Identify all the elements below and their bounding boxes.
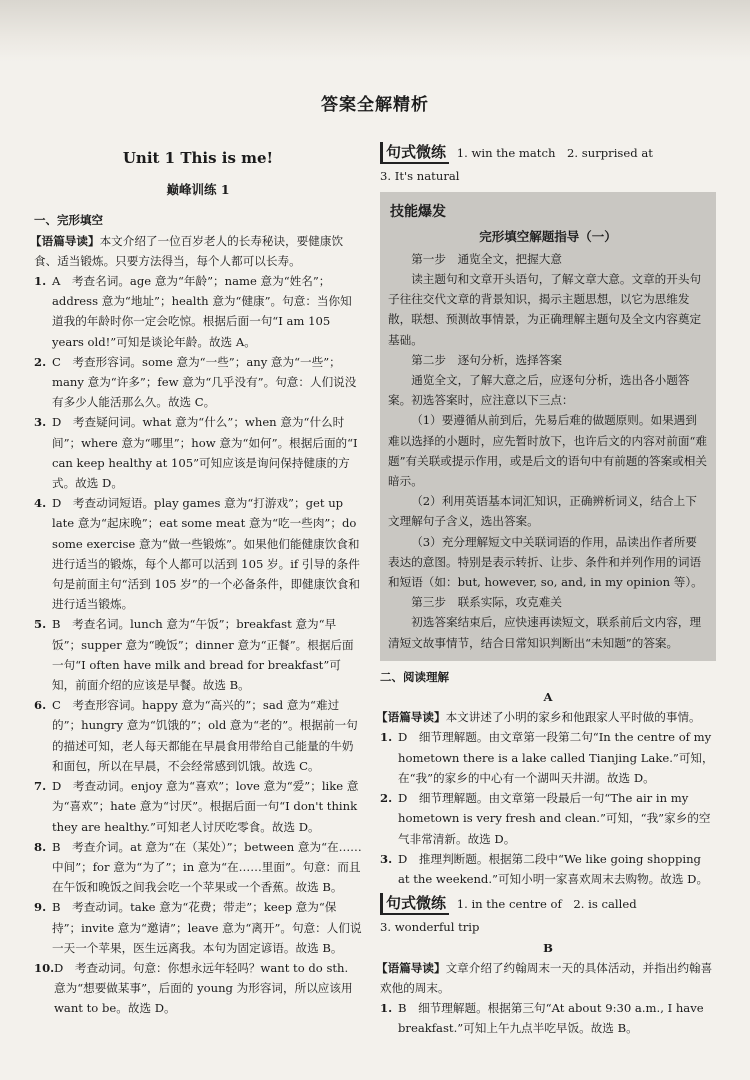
answer-item — [380, 998, 716, 1038]
answer-text: D 细节理解题。由文章第一段第二句“In the centre of my hometown there is a lake called Tianjing Lake.”可知，在“我”的家乡的中心有一个湖叫天井湖。故选 D。 — [398, 730, 714, 785]
answer-number: 5. — [34, 617, 47, 632]
drill-answers: 1. in the centre of 2. is called — [456, 897, 637, 912]
answer-item — [34, 695, 362, 776]
answer-text: D 考查动词短语。play games 意为“打游戏”；get up late 意为“起床晚”；eat some meat 意为“吃一些肉”；do some exercise 意为“做一些锻炼”。如果他们能健康饮食和进行适当的锻炼，每个人都可以活到 105 岁。if 引导的条件句是前面主句“活到 105 岁”的一个必备条件，即健康饮食和进行适当锻炼。 — [52, 496, 361, 612]
answer-number: 1. — [380, 730, 393, 745]
step-heading: 第三步 联系实际，攻克难关 — [411, 595, 562, 610]
guide-label: 【语篇导读】 — [30, 233, 100, 248]
skill-paragraph: （3）充分理解短文中关联词语的作用，品读出作者所要表达的意图。特别是表示转折、让步、条件和并列作用的词语和短语（如：but, however, so, and, in my opinion 等）。 — [388, 534, 703, 590]
page-title: 答案全解精析 — [321, 95, 429, 115]
skill-box — [380, 192, 716, 660]
guide-text: 文章介绍了约翰周末一天的具体活动，并指出约翰喜欢他的周末。 — [380, 960, 713, 995]
answer-number: 10. — [34, 960, 55, 975]
answer-item — [34, 897, 362, 958]
answer-text: B 考查名词。lunch 意为“午饭”；breakfast 意为“早饭”；supper 意为“晚饭”；dinner 意为“正餐”。根据后面一句“I often have milk and bread for breakfast”可知，前面介绍的应该是早餐。故选 B。 — [52, 617, 354, 693]
answer-item — [34, 614, 362, 695]
drill-badge: 句式微练 — [380, 893, 449, 915]
answer-item — [34, 776, 362, 837]
answer-item — [34, 837, 362, 898]
answer-item — [34, 958, 362, 1019]
reading-guide-b — [376, 958, 716, 998]
skill-paragraph: （1）要遵循从前到后，先易后难的做题原则。如果遇到难以选择的小题时，应先暂时放下，也许后文的内容对前面“难题”有关联或提示作用，或是后文的语句中有前题的答案或相关暗示。 — [388, 413, 707, 489]
skill-paragraph: （2）利用英语基本词汇知识，正确辨析词义，结合上下文理解句子含义，选出答案。 — [388, 494, 697, 529]
skill-paragraph: 通览全文，了解大意之后，应逐句分析，选出各小题答案。初选答案时，应注意以下三点： — [388, 373, 690, 408]
answer-text: A 考查名词。age 意为“年龄”；name 意为“姓名”；address 意为“地址”；health 意为“健康”。句意：当你知道我的年龄时你一定会吃惊。根据后面一句“I am 105 years old!”可知是谈论年龄。故选 A。 — [52, 274, 352, 349]
answer-text: D 考查动词。句意：你想永远年轻吗？want to do sth. 意为“想要做某事”，后面的 young 为形容词，所以应该用 want to be。故选 D。 — [54, 960, 353, 1016]
guide-text: 本文介绍了一位百岁老人的长寿秘诀，要健康饮食、适当锻炼。只要方法得当，每个人都可以长寿。 — [34, 233, 344, 268]
answer-number: 6. — [34, 698, 47, 713]
guide-text: 本文讲述了小明的家乡和他跟家人平时做的事情。 — [445, 710, 701, 725]
answer-number: 2. — [34, 354, 47, 369]
guide-label: 【语篇导读】 — [376, 710, 446, 725]
answer-number: 7. — [34, 779, 47, 794]
skill-paragraph: 读主题句和文章开头语句，了解文章大意。文章的开头句子往往交代文章的背景知识，揭示主题思想，以它为思维发散，联想、预测故事情景，为正确理解主题句及全文内容奠定基础。 — [388, 272, 702, 347]
answer-item — [34, 271, 362, 352]
answer-item — [34, 352, 362, 413]
answer-item — [380, 788, 716, 849]
passage-a-label: A — [543, 690, 553, 705]
answer-number: 4. — [34, 496, 47, 511]
page-header-strip — [0, 0, 750, 62]
answer-text: B 考查动词。take 意为“花费；带走”；keep 意为“保持”；invite 意为“邀请”；leave 意为“离开”。句意：人们说一天一个苹果，医生远离我。本句为固定谚语。故选 B。 — [52, 900, 362, 955]
drill-answers-cont: 3. wonderful trip — [380, 920, 480, 935]
answer-number: 2. — [380, 791, 393, 806]
answer-number: 1. — [34, 274, 47, 289]
guide-label: 【语篇导读】 — [376, 960, 446, 975]
answer-item — [380, 727, 716, 788]
answer-text: D 细节理解题。由文章第一段最后一句“The air in my hometown is very fresh and clean.”可知，“我”家乡的空气非常清新。故选 D。 — [398, 791, 711, 846]
section-reading-heading: 二、阅读理解 — [380, 669, 449, 684]
reading-guide — [30, 231, 362, 271]
reading-guide-a — [376, 707, 716, 727]
answer-text: B 考查介词。at 意为“在（某处）”；between 意为“在……中间”；for 意为“为了”；in 意为“在……里面”。句意：而且在午饭和晚饭之间我会吃一个苹果或一个香蕉。故选 B。 — [52, 839, 362, 895]
answer-number: 1. — [380, 1001, 393, 1016]
answer-item — [380, 849, 716, 889]
passage-b-label: B — [543, 940, 553, 955]
answer-text: B 细节理解题。根据第三句“At about 9:30 a.m., I have breakfast.”可知上午九点半吃早饭。故选 B。 — [398, 1001, 704, 1036]
skill-paragraph: 初选答案结束后，应快速再读短文，联系前后文内容，理清短文故事情节，结合日常知识判断出“未知题”的答案。 — [388, 615, 702, 650]
answer-number: 8. — [34, 839, 47, 854]
drill-badge: 句式微练 — [380, 142, 449, 164]
unit-title: Unit 1 This is me! — [122, 149, 274, 167]
sentence-drill — [380, 142, 716, 164]
answer-number: 3. — [380, 851, 393, 866]
skill-box-title: 完形填空解题指导（一） — [479, 228, 617, 244]
answer-number: 9. — [34, 900, 47, 915]
step-heading: 第二步 逐句分析，选择答案 — [411, 352, 562, 367]
right-column — [376, 138, 716, 1039]
sentence-drill — [380, 893, 716, 915]
step-heading: 第一步 通览全文，把握大意 — [411, 251, 562, 266]
answer-item — [34, 493, 362, 614]
answer-text: D 考查疑问词。what 意为“什么”；when 意为“什么时间”；where 意为“哪里”；how 意为“如何”。根据后面的“I can keep healthy at 105”可知应该是询问保持健康的方式。故选 D。 — [52, 415, 358, 491]
left-column — [30, 138, 362, 1019]
answer-item — [34, 412, 362, 493]
exercise-title: 巅峰训练 1 — [166, 182, 230, 198]
skill-box-header: 技能爆发 — [390, 204, 446, 221]
answer-text: C 考查形容词。some 意为“一些”；any 意为“一些”；many 意为“许多”；few 意为“几乎没有”。句意：人们说没有多少人能活那么久。故选 C。 — [52, 354, 357, 410]
answer-text: C 考查形容词。happy 意为“高兴的”；sad 意为“难过的”；hungry 意为“饥饿的”；old 意为“老的”。根据前一句的描述可知，老人每天都能在早晨食用带给自己能量的牛奶和面包，所以在早晨，不会经常感到饥饿。故选 C。 — [52, 698, 358, 773]
answer-text: D 考查动词。enjoy 意为“喜欢”；love 意为“爱”；like 意为“喜欢”；hate 意为“讨厌”。根据后面一句“I don't think they are healthy.”可知老人讨厌吃零食。故选 D。 — [52, 779, 359, 834]
drill-answers-cont: 3. It's natural — [380, 169, 460, 184]
answer-number: 3. — [34, 415, 47, 430]
section-cloze-heading: 一、完形填空 — [34, 213, 103, 228]
answer-text: D 推理判断题。根据第二段中“We like going shopping at the weekend.”可知小明一家喜欢周末去购物。故选 D。 — [398, 851, 709, 886]
drill-answers: 1. win the match 2. surprised at — [456, 146, 653, 160]
